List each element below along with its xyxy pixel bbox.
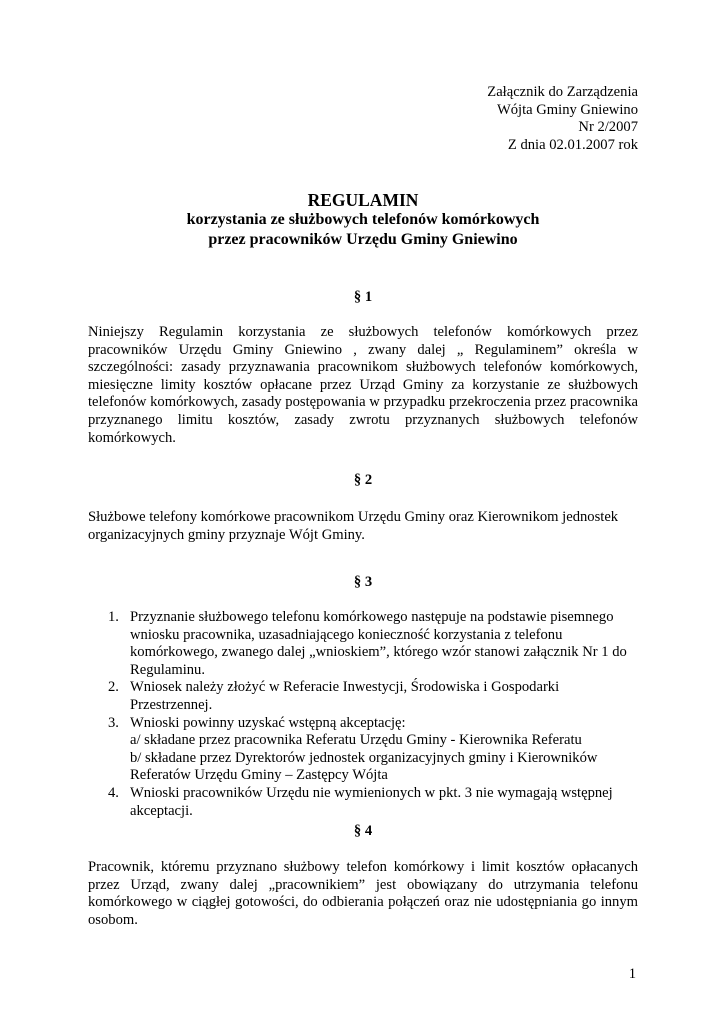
title-subtitle-2: przez pracowników Urzędu Gminy Gniewino	[208, 231, 518, 248]
section-2-text: Służbowe telefony komórkowe pracownikom Urzędu Gminy oraz Kierownikom jednostek organizacyjnych gminy przyznaje Wójt Gminy.	[88, 509, 619, 543]
list-item	[88, 679, 638, 714]
list-item-text: Wnioski pracowników Urzędu nie wymienionych w pkt. 3 nie wymagają wstępnej akceptacji.	[130, 784, 613, 819]
list-item	[88, 609, 638, 679]
section-4-mark: § 4	[353, 823, 373, 839]
section-3-list	[88, 609, 638, 820]
section-2-mark: § 2	[353, 472, 373, 488]
list-item-number: 3.	[108, 714, 119, 731]
annex-line-2: Wójta Gminy Gniewino	[496, 101, 638, 118]
annex-line-3: Nr 2/2007	[578, 119, 638, 136]
section-4-text: Pracownik, któremu przyznano służbowy telefon komórkowy i limit kosztów opłacanych przez Urząd, zwany dalej „pracownikiem” jest obowiązany do utrzymania telefonu komórkowego w ciągłej gotowości, do odbierania połączeń oraz nie udostępniania go innym osobom.	[88, 859, 638, 928]
section-1-text: Niniejszy Regulamin korzystania ze służbowych telefonów komórkowych przez pracowników Urzędu Gminy Gniewino , zwany dalej „ Regulaminem” określa w szczególności: zasady przyznawania pracownikom służbowych telefonów komórkowych, miesięczne limity kosztów opłacane przez Urząd Gminy za korzystanie ze służbowych telefonów komórkowych, zasady postępowania w przypadku przekroczenia przez pracownika przyznanego limitu kosztów, zasady zwrotu przyznanych służbowych telefonów komórkowych.	[88, 324, 638, 446]
list-item-text: Wniosek należy złożyć w Referacie Inwestycji, Środowiska i Gospodarki Przestrzennej.	[130, 679, 560, 713]
section-1-mark: § 1	[353, 289, 373, 305]
title-subtitle-1: korzystania ze służbowych telefonów komórkowych	[186, 211, 540, 228]
list-item-subpoint-b: b/ składane przez Dyrektorów jednostek organizacyjnych gminy i Kierowników Referatów Urzędu Gminy – Zastępcy Wójta	[130, 749, 598, 784]
document-title	[88, 190, 638, 250]
list-item-number: 2.	[108, 679, 119, 696]
list-item	[88, 785, 638, 820]
title-main: REGULAMIN	[307, 190, 419, 210]
list-item-text: Przyznanie służbowego telefonu komórkowego następuje na podstawie pisemnego wniosku pracownika, uzasadniającego konieczność korzystania z telefonu komórkowego, zwanego dalej „wnioskiem”, którego wzór stanowi załącznik Nr 1 do Regulaminu.	[130, 609, 627, 678]
annex-header	[487, 84, 638, 154]
list-item-number: 1.	[108, 609, 119, 625]
annex-line-1: Załącznik do Zarządzenia	[487, 84, 638, 100]
section-3-mark: § 3	[353, 574, 373, 590]
list-item-text: Wnioski powinny uzyskać wstępną akceptację:	[130, 714, 406, 731]
page-number: 1	[628, 966, 636, 982]
list-item-number: 4.	[108, 784, 119, 801]
list-item	[88, 715, 638, 785]
annex-line-4: Z dnia 02.01.2007 rok	[507, 136, 638, 153]
list-item-subpoint-a: a/ składane przez pracownika Referatu Urzędu Gminy - Kierownika Referatu	[130, 732, 582, 749]
